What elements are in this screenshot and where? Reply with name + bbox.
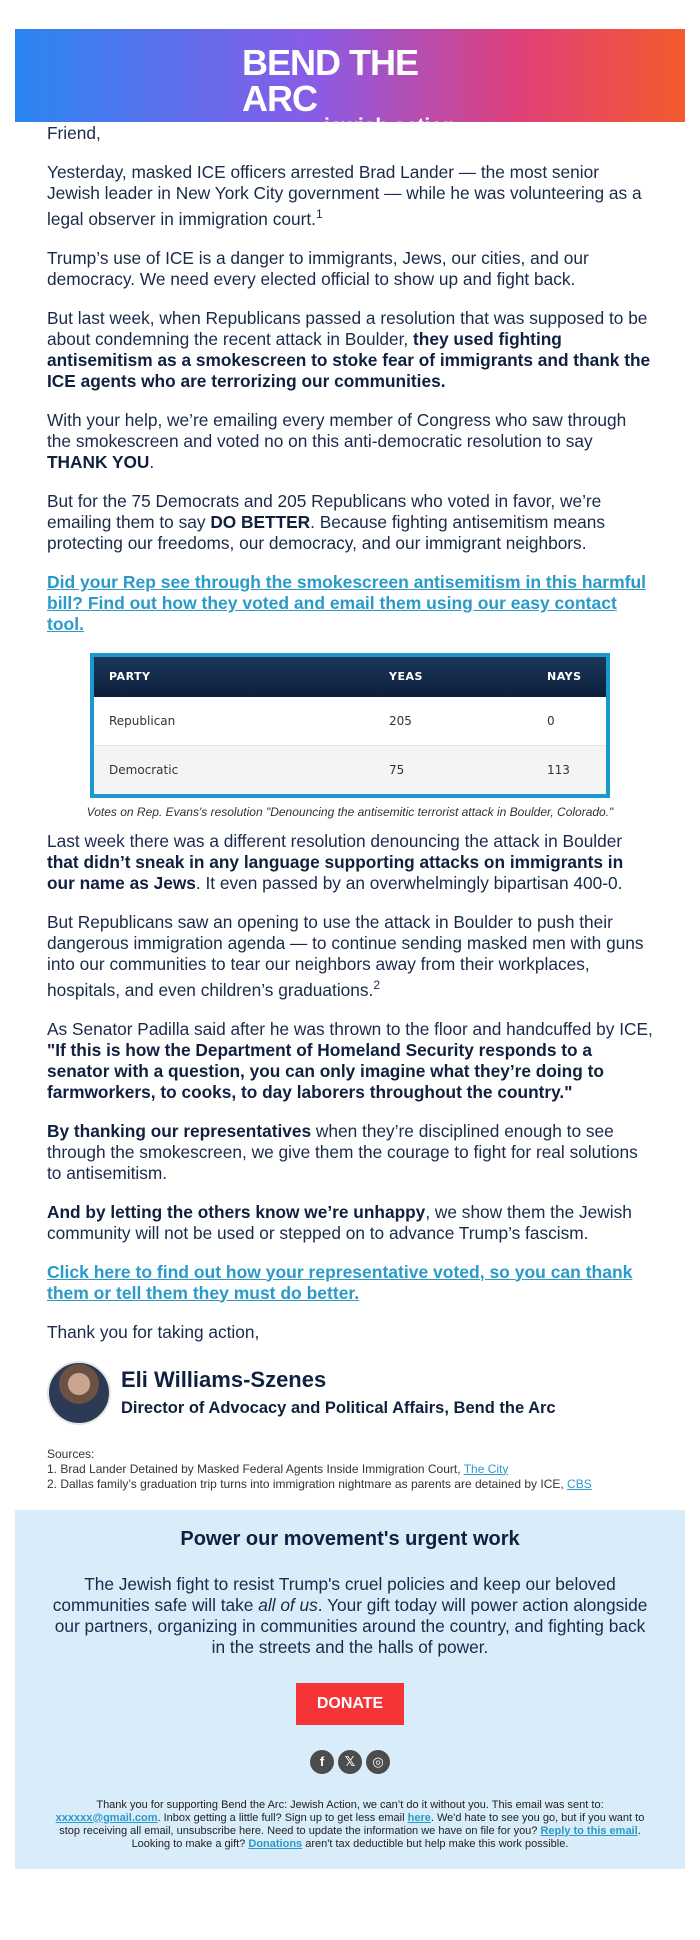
votes-table	[90, 653, 610, 798]
email-body	[15, 123, 685, 635]
recipient-email-link[interactable]: xxxxxx@gmail.com	[55, 1811, 158, 1824]
paragraph-4: With your help, we’re emailing every member of Congress who saw through the smokescreen and voted no on this anti-democratic resolution to say THANK YOU.	[47, 409, 627, 472]
social-links	[15, 1750, 685, 1774]
paragraph-8: As Senator Padilla said after he was thrown to the floor and handcuffed by ICE, "If this is how the Department of Homeland Security responds to a senator with a question, you can only imagine what they’re doing to farmworkers, to cooks, to day laborers throughout the country."	[47, 1018, 653, 1102]
table-caption: Votes on Rep. Evans's resolution "Denouncing the antisemitic terrorist attack in Boulder, Colorado."	[86, 804, 614, 819]
avatar	[47, 1361, 111, 1425]
reply-link[interactable]: Reply to this email	[540, 1824, 638, 1837]
footnote-2: 2	[373, 977, 381, 992]
footer-donate-section	[15, 1510, 685, 1869]
paragraph-3: But last week, when Republicans passed a resolution that was supposed to be about condemning the recent attack in Boulder, they used fighting antisemitism as a smokescreen to stoke fear of immigrants and thank the ICE agents who are terrorizing our communities.	[47, 307, 651, 391]
greeting: Friend,	[47, 123, 101, 143]
bend-the-arc-logo[interactable]: BEND THE ARC jewish action	[242, 42, 456, 138]
email-body-continued	[15, 831, 685, 1343]
closing: Thank you for taking action,	[47, 1321, 260, 1342]
paragraph-7: But Republicans saw an opening to use the attack in Boulder to push their dangerous immigration agenda — to continue sending masked men with guns into our communities to tear our neighbors away from their workplaces, hospitals, and even children’s graduations.$^2$	[47, 911, 644, 1000]
donate-button[interactable]: DONATE	[296, 1683, 404, 1725]
paragraph-link-2	[47, 1262, 653, 1304]
find-rep-vote-link[interactable]: Did your Rep see through the smokescreen antisemitism in this harmful bill? Find out how they voted and email them using our easy contact tool.	[47, 571, 647, 634]
signer-title: Director of Advocacy and Political Affairs, Bend the Arc	[121, 1399, 556, 1418]
footnote-1: 1	[315, 207, 323, 221]
find-rep-vote-link-2[interactable]: Click here to find out how your representative voted, so you can thank them or tell them they must do better.	[47, 1261, 633, 1303]
paragraph-2: Trump’s use of ICE is a danger to immigrants, Jews, our cities, and our democracy. We need every elected official to show up and fight back.	[47, 247, 589, 289]
header-party: PARTY	[109, 670, 151, 684]
paragraph-6: Last week there was a different resolution denouncing the attack in Boulder that didn’t sneak in any language supporting attacks on immigrants in our name as Jews. It even passed by an overwhelmingly bipartisan 400-0.	[47, 830, 624, 893]
source-item: 1. Brad Lander Detained by Masked Federal Agents Inside Immigration Court, The City	[47, 1461, 509, 1476]
footer-title: Power our movement's urgent work	[180, 1527, 520, 1550]
paragraph-1: Yesterday, masked ICE officers arrested Brad Lander — the most senior Jewish leader in New York City government — while he was volunteering as a legal observer in immigration court.$^1$	[47, 162, 642, 229]
table-row: Republican 205 0	[109, 713, 555, 728]
source-link-cbs[interactable]: CBS	[567, 1476, 592, 1491]
email-container	[15, 29, 685, 1869]
facebook-icon[interactable]: f	[310, 1750, 334, 1774]
table-row: Democratic 75 113	[94, 745, 606, 794]
source-link-the-city[interactable]: The City	[463, 1461, 509, 1476]
paragraph-10: And by letting the others know we’re unhappy, we show them the Jewish community will not be used or stepped on to advance Trump’s fascism.	[47, 1201, 632, 1243]
header-yeas: YEAS	[389, 670, 423, 684]
header-nays: NAYS	[547, 670, 582, 684]
paragraph-link-1	[47, 572, 653, 635]
source-item: 2. Dallas family’s graduation trip turns into immigration nightmare as parents are detained by ICE, CBS	[47, 1476, 592, 1491]
table-header-row	[94, 657, 606, 697]
signer-name: Eli Williams-Szenes	[121, 1367, 327, 1393]
donations-link[interactable]: Donations	[248, 1837, 303, 1850]
footer-fine-print: Thank you for supporting Bend the Arc: Jewish Action, we can’t do it without you. This email was sent to: xxxxxx@gmail.com. Inbox getting a little full? Sign up to get less email here. We'd hate to see you go, but if you want to stop receiving all email, unsubscribe here. Need to update the information we have on file for you? Reply to this email. Looking to make a gift? Donations aren't tax deductible but help make this work possible.	[55, 1798, 645, 1850]
signature	[15, 1361, 685, 1425]
x-icon[interactable]: 𝕏	[338, 1750, 362, 1774]
footer-body: The Jewish fight to resist Trump's cruel policies and keep our beloved communities safe will take all of us. Your gift today will power action alongside our partners, organizing in communities around the country, and fighting back in the streets and the halls of power.	[52, 1573, 648, 1657]
less-email-link[interactable]: here	[407, 1811, 431, 1824]
paragraph-9: By thanking our representatives when they’re disciplined enough to see through the smokescreen, we give them the courage to fight for real solutions to antisemitism.	[47, 1120, 638, 1183]
sources: Sources: 1. Brad Lander Detained by Masked Federal Agents Inside Immigration Court, The City 2. Dallas family’s graduation trip turns into immigration nightmare as parents are detained by ICE, CBS	[15, 1447, 685, 1492]
paragraph-5: But for the 75 Democrats and 205 Republicans who voted in favor, we’re emailing them to say DO BETTER. Because fighting antisemitism means protecting our freedoms, our democracy, and our immigrant neighbors.	[47, 490, 606, 553]
instagram-icon[interactable]: ◎	[366, 1750, 390, 1774]
